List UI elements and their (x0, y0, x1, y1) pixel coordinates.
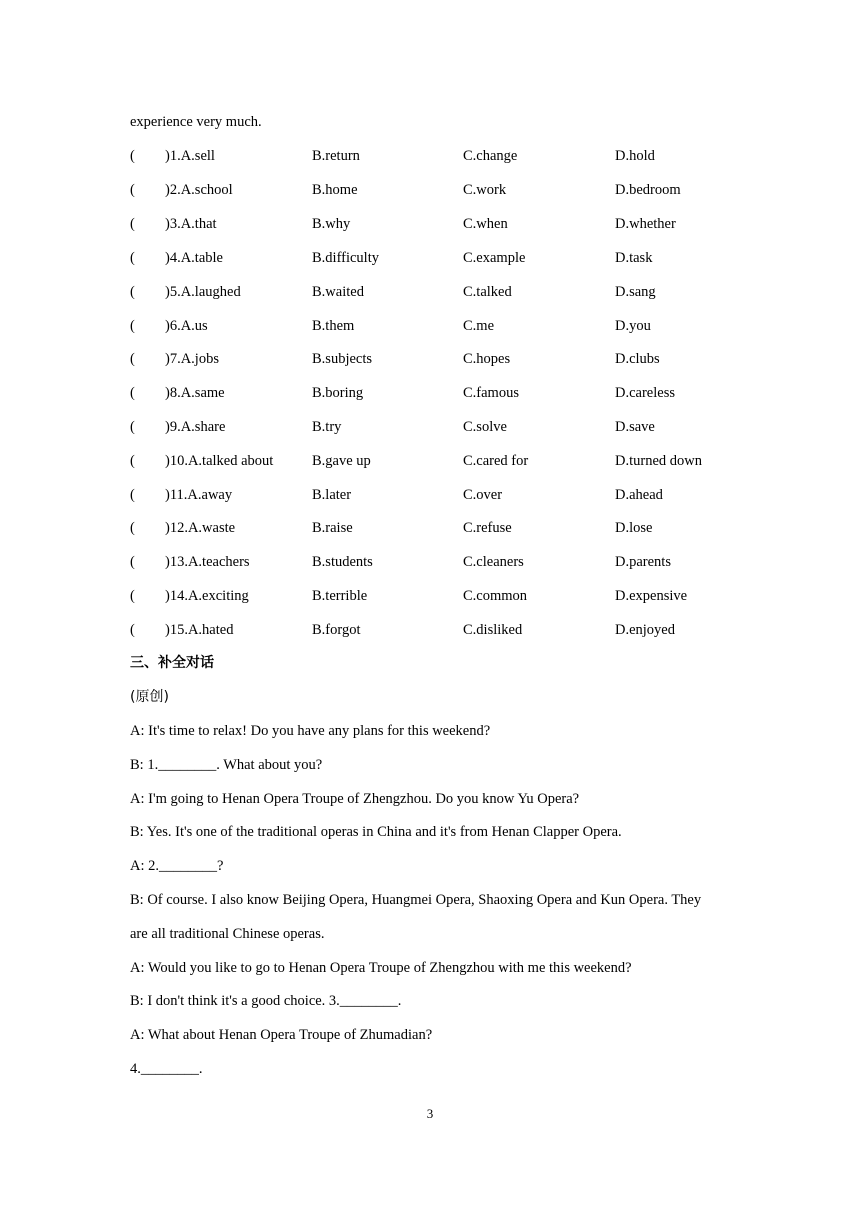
option-a: )5.A.laughed (165, 284, 241, 300)
question-row (130, 384, 750, 402)
question-row (130, 452, 750, 470)
dialogue-line: B: Yes. It's one of the traditional operas in China and it's from Henan Clapper Opera. (130, 824, 622, 840)
answer-paren: ( (130, 284, 135, 300)
dialogue-line: B: I don't think it's a good choice. 3.________. (130, 993, 402, 1009)
dialogue-line: 4.________. (130, 1061, 203, 1077)
option-d: D.lose (615, 520, 653, 536)
question-row (130, 587, 750, 605)
question-row (130, 147, 750, 165)
option-c: C.example (463, 250, 526, 266)
option-c: C.disliked (463, 622, 523, 638)
option-a: )3.A.that (165, 216, 217, 232)
option-d: D.bedroom (615, 182, 681, 198)
option-c: C.change (463, 148, 518, 164)
option-c: C.talked (463, 284, 512, 300)
answer-paren: ( (130, 318, 135, 334)
answer-paren: ( (130, 520, 135, 536)
answer-paren: ( (130, 487, 135, 503)
option-d: D.enjoyed (615, 622, 675, 638)
option-d: D.turned down (615, 453, 702, 469)
option-c: C.common (463, 588, 528, 604)
option-a: )14.A.exciting (165, 588, 249, 604)
section-note: (原创) (130, 689, 169, 705)
question-row (130, 181, 750, 199)
option-d: D.clubs (615, 351, 660, 367)
question-row (130, 317, 750, 335)
option-b: B.boring (312, 385, 364, 401)
dialogue-line: B: Of course. I also know Beijing Opera, Huangmei Opera, Shaoxing Opera and Kun Opera. They (130, 892, 702, 908)
question-row (130, 621, 750, 639)
option-a: )7.A.jobs (165, 351, 219, 367)
question-row (130, 418, 750, 436)
dialogue-line: A: What about Henan Opera Troupe of Zhumadian? (130, 1027, 433, 1043)
option-a: )11.A.away (165, 487, 233, 503)
answer-paren: ( (130, 250, 135, 266)
dialogue-line: A: 2.________? (130, 858, 224, 874)
option-a: )15.A.hated (165, 622, 234, 638)
option-a: )13.A.teachers (165, 554, 250, 570)
option-b: B.why (312, 216, 351, 232)
option-d: D.whether (615, 216, 676, 232)
option-a: )12.A.waste (165, 520, 236, 536)
dialogue-line: B: 1.________. What about you? (130, 757, 323, 773)
option-a: )4.A.table (165, 250, 223, 266)
question-row (130, 215, 750, 233)
option-b: B.terrible (312, 588, 368, 604)
question-row (130, 350, 750, 368)
option-d: D.ahead (615, 487, 663, 503)
answer-paren: ( (130, 554, 135, 570)
option-c: C.over (463, 487, 503, 503)
page-number: 3 (426, 1106, 434, 1121)
option-d: D.expensive (615, 588, 688, 604)
question-row (130, 553, 750, 571)
answer-paren: ( (130, 453, 135, 469)
option-c: C.solve (463, 419, 507, 435)
option-b: B.home (312, 182, 358, 198)
option-c: C.hopes (463, 351, 511, 367)
dialogue-line: A: It's time to relax! Do you have any plans for this weekend? (130, 723, 491, 739)
answer-paren: ( (130, 588, 135, 604)
option-d: D.careless (615, 385, 675, 401)
answer-paren: ( (130, 385, 135, 401)
option-c: C.work (463, 182, 507, 198)
question-row (130, 486, 750, 504)
option-b: B.gave up (312, 453, 371, 469)
option-b: B.later (312, 487, 352, 503)
option-b: B.forgot (312, 622, 361, 638)
option-b: B.raise (312, 520, 353, 536)
answer-paren: ( (130, 351, 135, 367)
option-d: D.task (615, 250, 653, 266)
option-b: B.students (312, 554, 373, 570)
question-row (130, 519, 750, 537)
option-c: C.famous (463, 385, 519, 401)
section-heading: 三、补全对话 (130, 655, 214, 671)
option-a: )1.A.sell (165, 148, 215, 164)
option-b: B.waited (312, 284, 364, 300)
option-a: )2.A.school (165, 182, 233, 198)
option-d: D.you (615, 318, 651, 334)
intro-tail-text: experience very much. (130, 114, 262, 130)
option-a: )6.A.us (165, 318, 208, 334)
answer-paren: ( (130, 419, 135, 435)
option-c: C.me (463, 318, 495, 334)
option-c: C.refuse (463, 520, 512, 536)
option-d: D.parents (615, 554, 671, 570)
option-c: C.when (463, 216, 508, 232)
question-row (130, 249, 750, 267)
option-b: B.difficulty (312, 250, 379, 266)
answer-paren: ( (130, 622, 135, 638)
option-b: B.return (312, 148, 360, 164)
option-c: C.cared for (463, 453, 529, 469)
option-d: D.sang (615, 284, 656, 300)
option-d: D.save (615, 419, 655, 435)
dialogue-line: A: I'm going to Henan Opera Troupe of Zhengzhou. Do you know Yu Opera? (130, 791, 580, 807)
answer-paren: ( (130, 216, 135, 232)
answer-paren: ( (130, 182, 135, 198)
dialogue-line: A: Would you like to go to Henan Opera Troupe of Zhengzhou with me this weekend? (130, 960, 632, 976)
option-b: B.subjects (312, 351, 373, 367)
option-b: B.them (312, 318, 355, 334)
option-a: )9.A.share (165, 419, 226, 435)
option-d: D.hold (615, 148, 655, 164)
option-b: B.try (312, 419, 342, 435)
answer-paren: ( (130, 148, 135, 164)
option-a: )10.A.talked about (165, 453, 274, 469)
option-a: )8.A.same (165, 385, 225, 401)
question-row (130, 283, 750, 301)
option-c: C.cleaners (463, 554, 524, 570)
dialogue-line: are all traditional Chinese operas. (130, 926, 325, 942)
